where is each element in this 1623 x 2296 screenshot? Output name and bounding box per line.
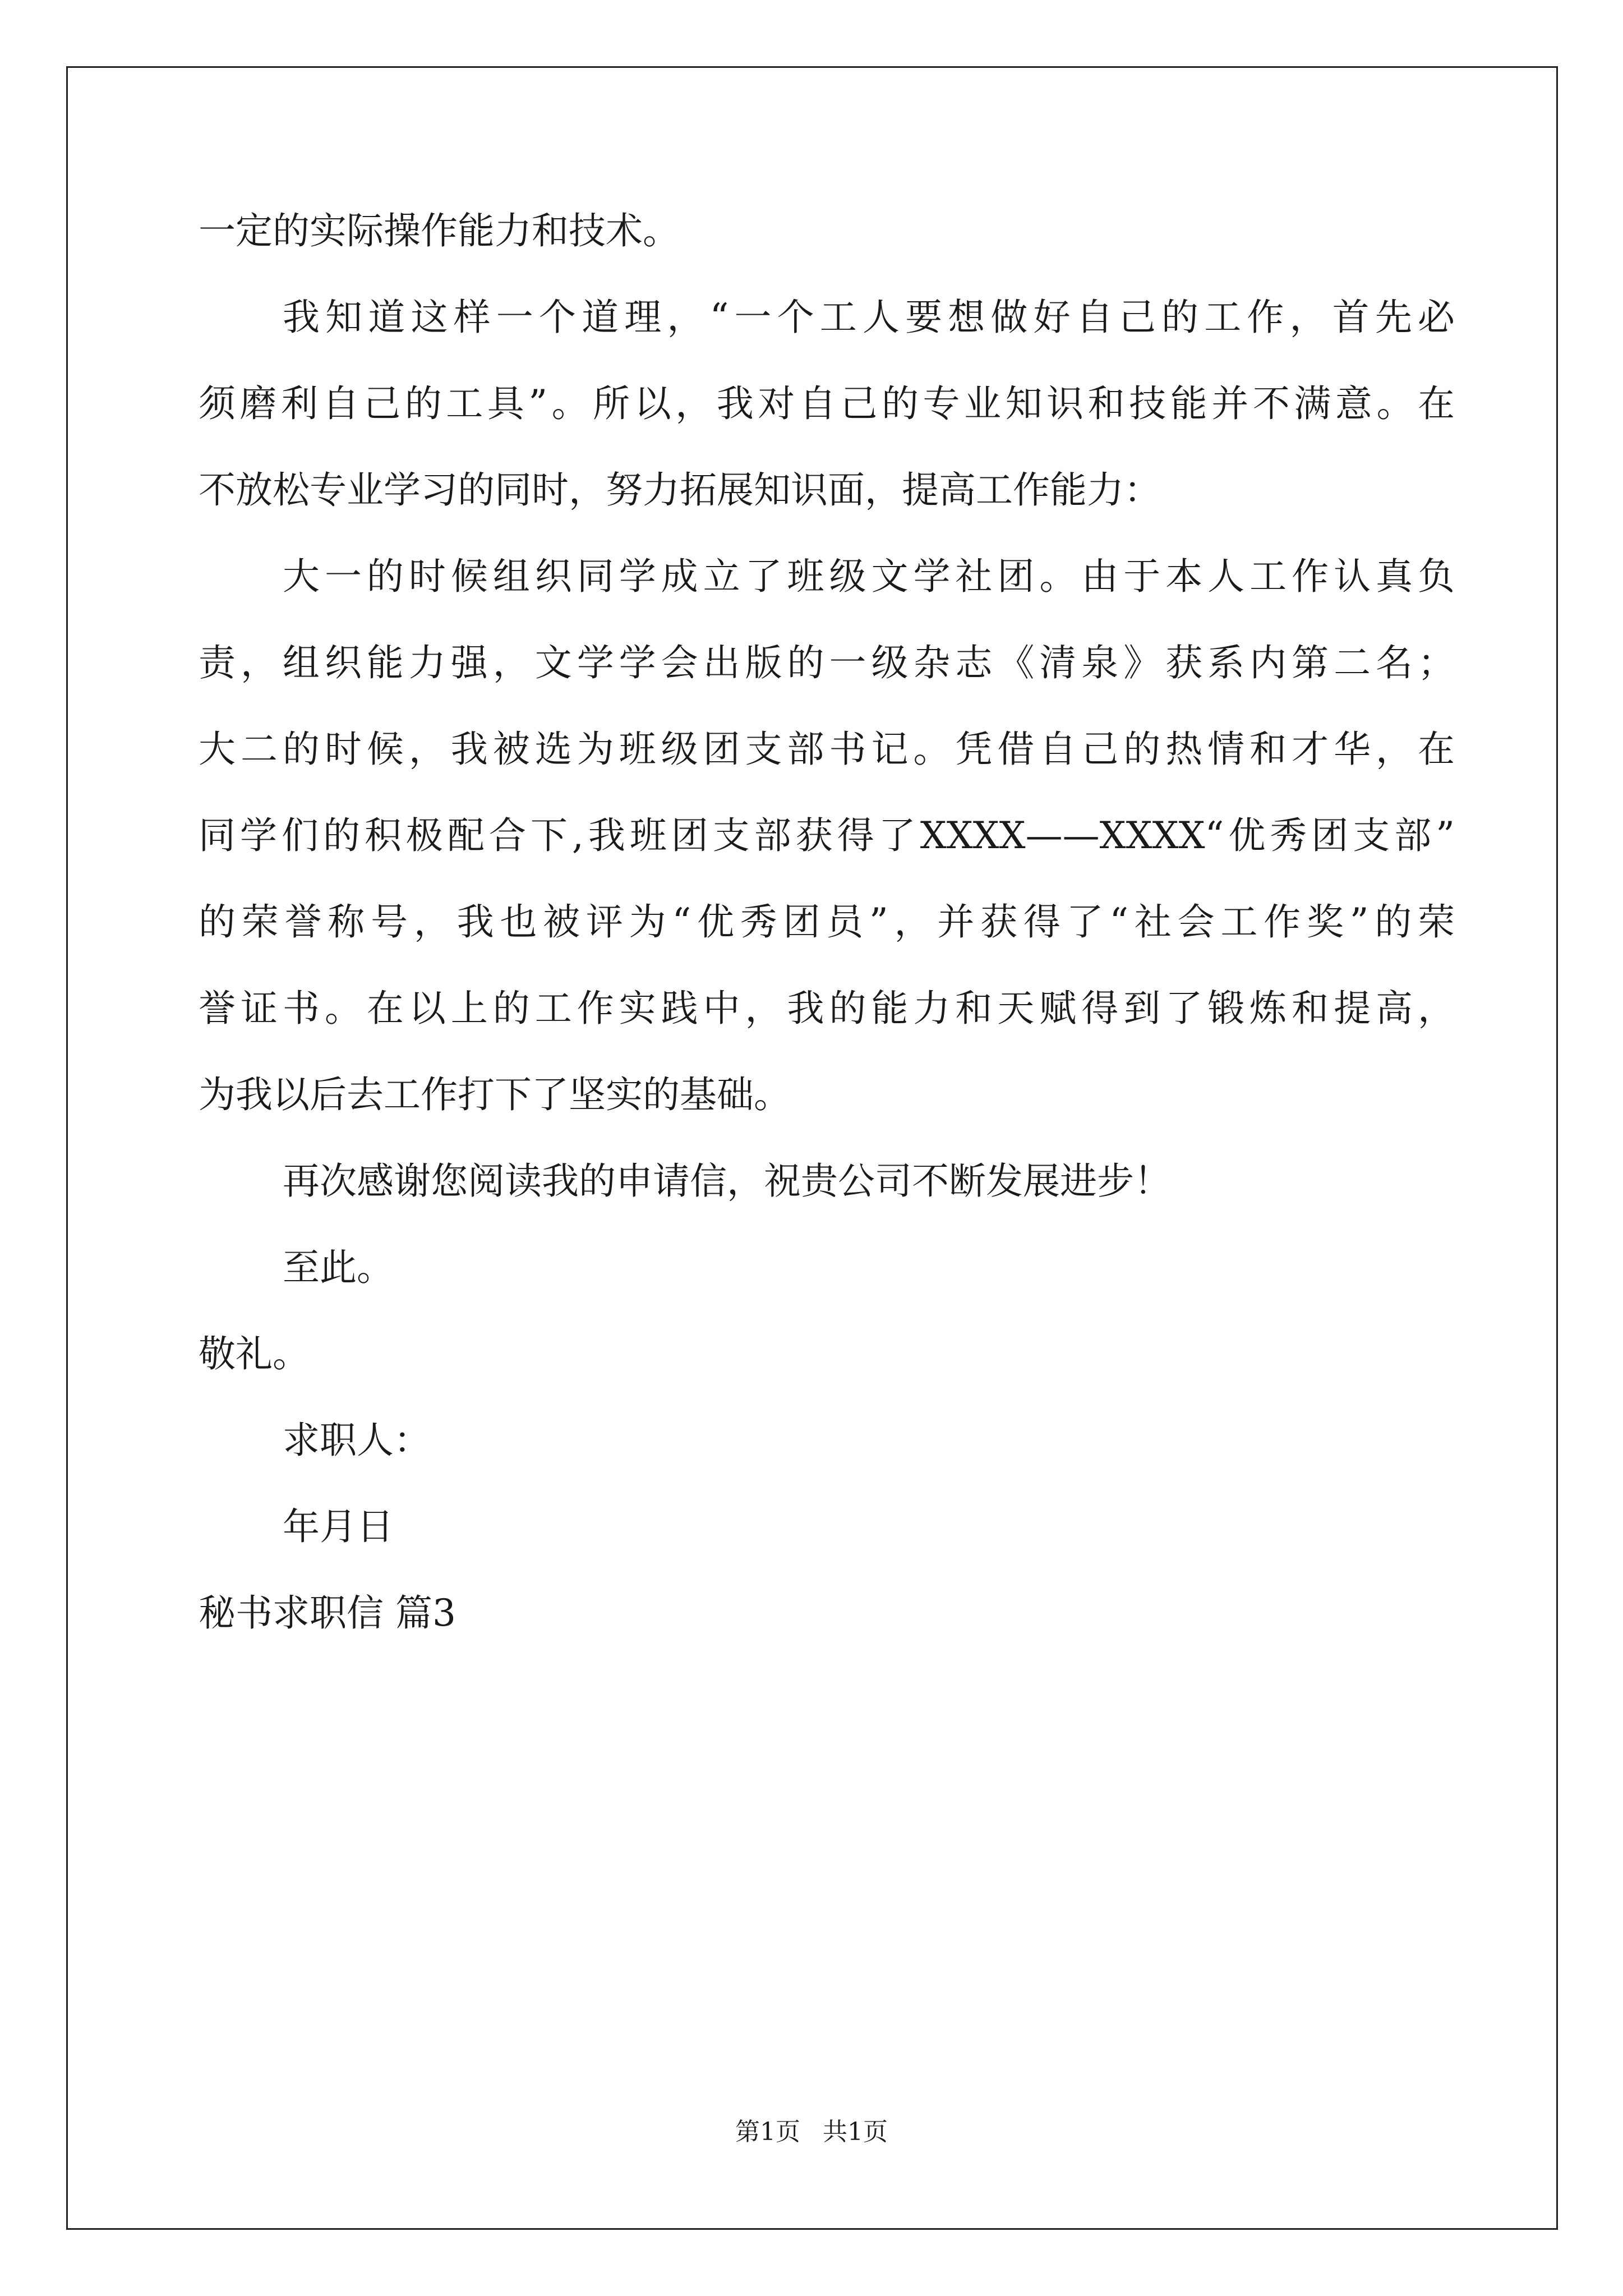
- text-line: 须磨利自己的工具”。所以，我对自己的专业知识和技能并不满意。在: [199, 382, 1455, 425]
- text-line: 的荣誉称号，我也被评为“优秀团员”，并获得了“社会工作奖”的荣: [199, 900, 1455, 944]
- text-line: 年月日: [283, 1505, 394, 1548]
- text-line: 至此。: [283, 1246, 394, 1289]
- text-line: 敬礼。: [199, 1332, 310, 1375]
- text-line: 大二的时候，我被选为班级团支部书记。凭借自己的热情和才华，在: [199, 728, 1455, 771]
- text-line: 同学们的积极配合下,我班团支部获得了XXXX——XXXX“优秀团支部”: [199, 814, 1455, 857]
- text-line: 大一的时候组织同学成立了班级文学社团。由于本人工作认真负: [283, 555, 1455, 598]
- page-number-current: 第1页: [735, 2118, 800, 2146]
- text-line: 誉证书。在以上的工作实践中，我的能力和天赋得到了锻炼和提高，: [199, 987, 1455, 1030]
- page-number-total: 共1页: [823, 2118, 888, 2146]
- text-line: 一定的实际操作能力和技术。: [199, 209, 680, 252]
- text-line: 我知道这样一个道理，“一个工人要想做好自己的工作，首先必: [283, 296, 1455, 339]
- section-heading: 秘书求职信 篇3: [199, 1591, 456, 1635]
- text-line: 为我以后去工作打下了坚实的基础。: [199, 1073, 791, 1116]
- text-line: 再次感谢您阅读我的申请信，祝贵公司不断发展进步！: [283, 1159, 1171, 1203]
- text-line: 责，组织能力强，文学学会出版的一级杂志《清泉》获系内第二名；: [199, 641, 1455, 684]
- text-line: 求职人：: [283, 1419, 431, 1462]
- page-footer: [0, 2116, 1623, 2148]
- text-line: 不放松专业学习的同时，努力拓展知识面，提高工作能力：: [199, 468, 1161, 512]
